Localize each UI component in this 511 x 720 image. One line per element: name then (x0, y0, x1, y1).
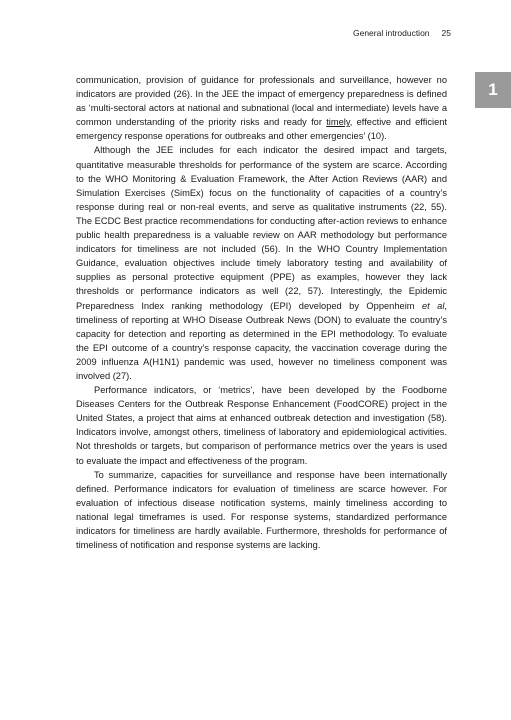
italic-et-al: et al (421, 300, 445, 311)
underlined-word: timely (326, 117, 350, 128)
running-head (353, 28, 451, 38)
paragraph-2-text-end: , timeliness of reporting at WHO Disease Outbreak News (DON) to evaluate the country’s capacity for detection and reporting as determined in the EPI methodology. To evaluate the EPI outcome of a country’s response capacity, the vaccination coverage during the 2009 influenza A(H1N1) pandemic was used, however no timeliness component was involved (27). (76, 300, 448, 381)
paragraph-4: To summarize, capacities for surveillance and response have been internationally defined. Performance indicators for evaluation of timeliness are scarce however. For evaluation of infectious disease notification systems, mainly timeliness according to national legal timeframes is used. For response systems, standardized performance indicators for timeliness are hardly available. Furthermore, thresholds for performance of timeliness of notification and response systems are lacking. (76, 469, 447, 551)
paragraph-3: Performance indicators, or ‘metrics’, have been developed by the Foodborne Diseases Centers for the Outbreak Response Enhancement (FoodCORE) project in the United States, a project that aims at enhanced outbreak detection and investigation (58). Indicators involve, amongst others, timeliness of laboratory and epidemiological activities. Not thresholds or targets, but comparison of performance metrics over the years is used to evaluate the impact and effectiveness of the program. (76, 385, 447, 466)
paragraph-2-text: Although the JEE includes for each indicator the desired impact and targets, quantitative measurable thresholds for performance of the system are scarce. According to the WHO Monitoring & Evaluation Framework, the After Action Reviews (AAR) and Simulation Exercises (SimEx) focus on the functionality of capacities of a country’s response during real or non-real events, and serve as qualitative instruments (22, 55). The ECDC Best practice recommendations for conducting after-action reviews to enhance public health preparedness is a valuable review on AAR methodology but performance indicators for timeliness are not included (56). In the WHO Country Implementation Guidance, evaluation objectives include timely laboratory testing and availability of supplies as personal protective equipment (PPE) as examples, however they lack thresholds or performance indicators as well (22, 57). Interestingly, the Epidemic Preparedness Index ranking methodology (EPI) developed by Oppenheim (76, 145, 447, 311)
paragraph-1 (76, 73, 447, 143)
body-text (76, 73, 447, 552)
chapter-tab: 1 (475, 72, 511, 108)
section-title: General introduction (352, 28, 430, 38)
page-number: 25 (441, 28, 451, 38)
paragraph-2 (76, 143, 447, 383)
paragraph-1-text-end: , effective and efficient emergency response operations for outbreaks and other emergencies’ (10). (76, 117, 447, 142)
paragraph-1-text: communication, provision of guidance for professionals and surveillance, however no indicators are provided (26). In the JEE the impact of emergency preparedness is defined as ‘multi-sectoral actors at national and subnational (local and intermediate) levels have a common understanding of the priority risks and ready for (76, 75, 447, 128)
